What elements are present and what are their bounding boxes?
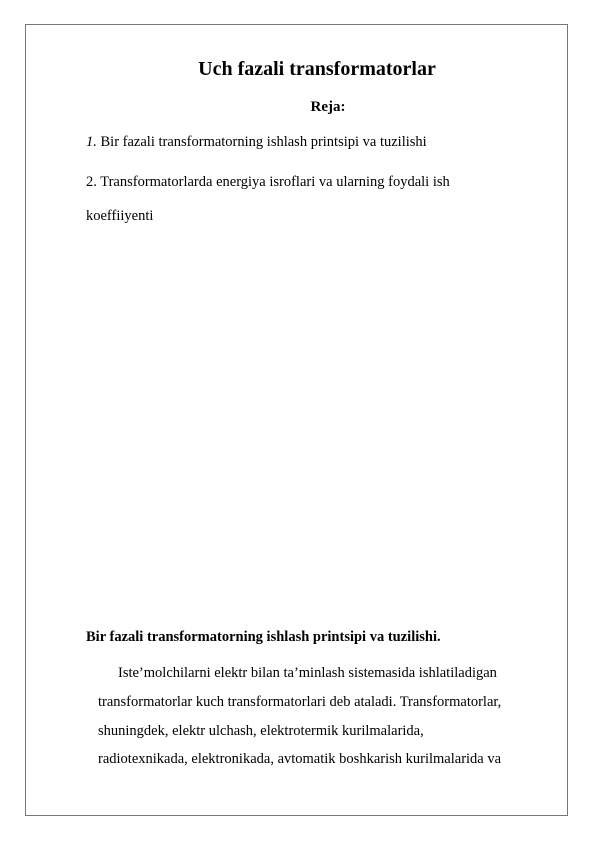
plan-item-1-text: Bir fazali transformatorning ishlash printsipi va tuzilishi: [96, 134, 427, 150]
plan-item-1-number: 1.: [86, 134, 97, 150]
paragraph-line-4: radiotexnikada, elektronikada, avtomatik boshkarish kurilmalarida va: [98, 751, 502, 767]
paragraph-line-2: transformatorlar kuch transformatorlari deb ataladi. Transformatorlar,: [98, 694, 502, 710]
plan-item-2: [86, 173, 450, 191]
plan-heading: Reja:: [310, 99, 346, 115]
document-title: Uch fazali transformatorlar: [198, 58, 436, 80]
paragraph-line-3: shuningdek, elektr ulchash, elektrotermik kurilmalarida,: [98, 723, 424, 739]
plan-item-1: [86, 133, 427, 151]
section-heading: Bir fazali transformatorning ishlash printsipi va tuzilishi.: [86, 629, 441, 645]
paragraph-line-1: Iste’molchilarni elektr bilan ta’minlash sistemasida ishlatiladigan: [118, 665, 497, 681]
plan-item-2-continued: koeffiiyenti: [86, 208, 154, 224]
plan-item-2-number: 2.: [86, 174, 97, 190]
plan-item-2-text: Transformatorlarda energiya isroflari va ularning foydali ish: [96, 174, 450, 190]
